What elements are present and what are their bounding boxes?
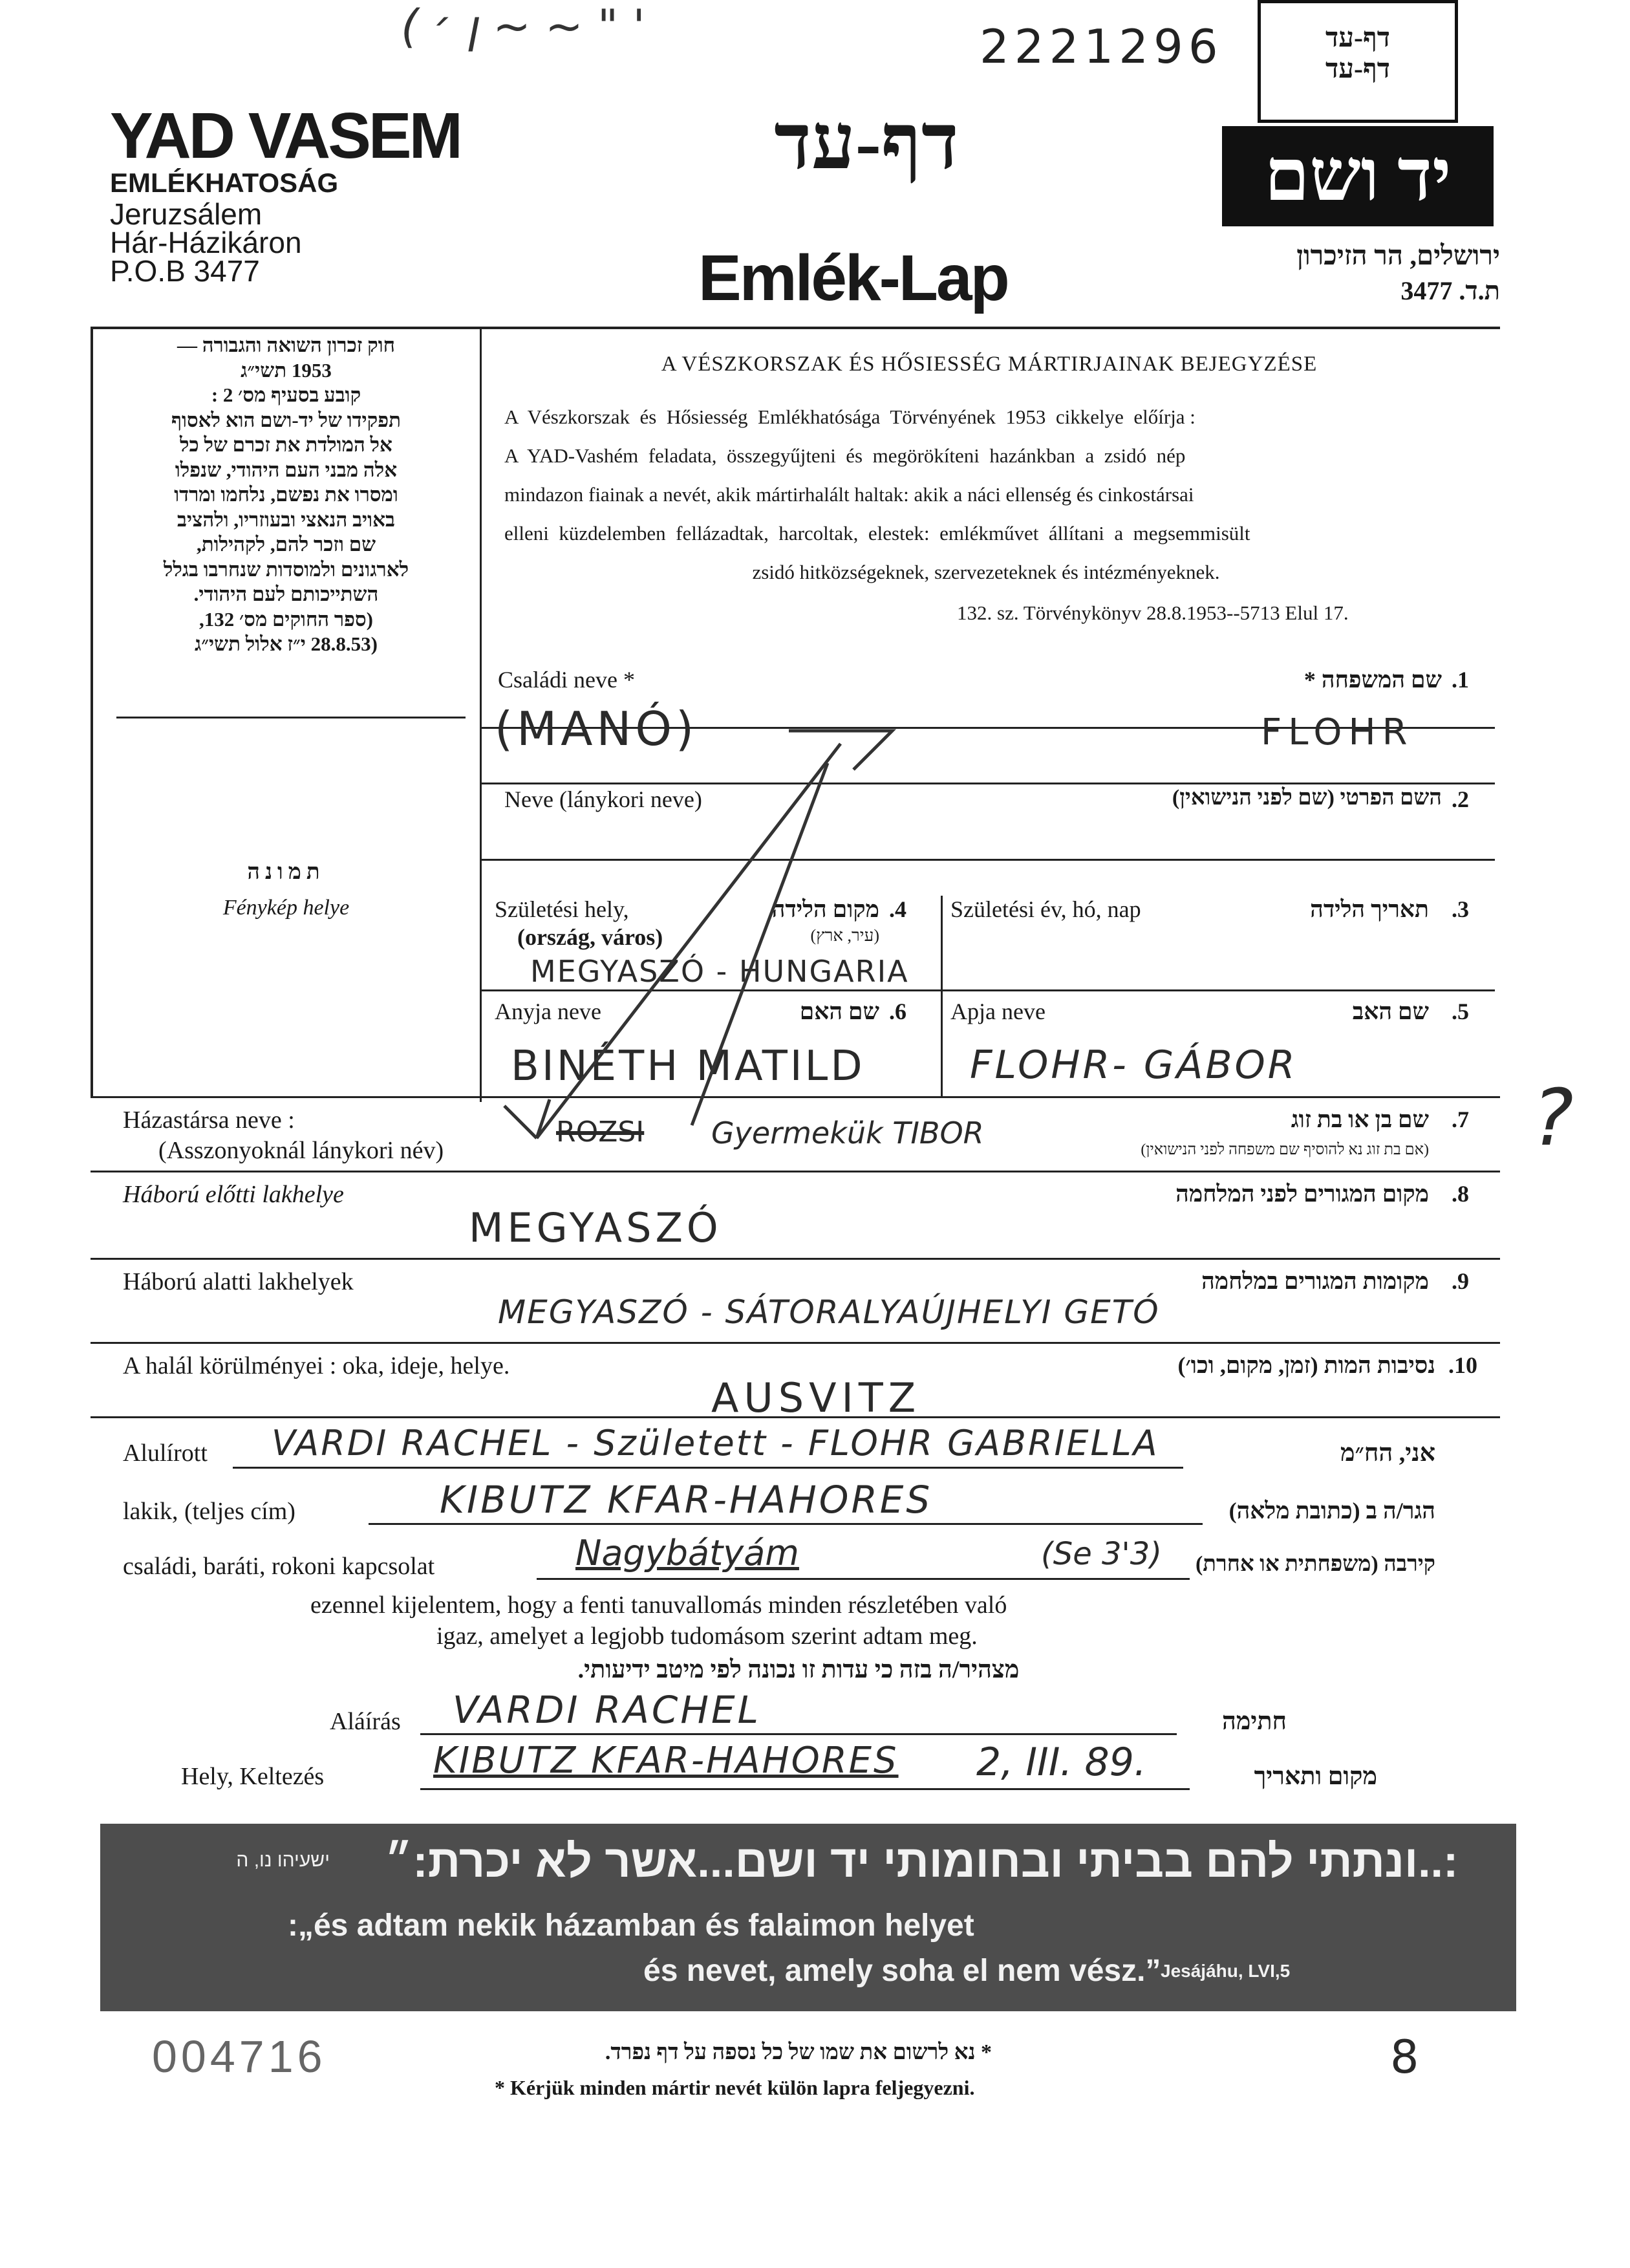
alairas-label-hebrew: חתימה [1221, 1708, 1287, 1735]
field2-number: .2 [1452, 786, 1469, 812]
kapcsolat-value[interactable]: Nagybátyám [575, 1533, 799, 1573]
banner-ref: Jesájáhu, LVI,5 [1161, 1961, 1291, 1981]
intro-line: mindazon fiainak a nevét, akik mártirhalált haltak: akik a náci ellenség és cinkostársai [504, 483, 1194, 506]
alulirott-value[interactable]: VARDI RACHEL - Született - FLOHR GABRIELLA [272, 1423, 1159, 1463]
intro-line: elleni küzdelemben fellázadtak, harcoltak, elestek: emlékművet állítani a megsemmisült [504, 522, 1250, 545]
hely-label: Hely, Keltezés [181, 1763, 325, 1790]
top-scribble: ( ן ׳ ~ ~ " ' [401, 0, 645, 53]
field5-value[interactable]: FLOHR- GÁBOR [970, 1042, 1298, 1088]
address-hebrew-1: ירושלים, הר הזיכרון [1296, 241, 1500, 271]
law-line: שם וזכר להם, לקהילות, [196, 533, 376, 556]
intro-line: zsidó hitközségeknek, szervezeteknek és intézményeknek. [752, 561, 1220, 583]
yad-vashem-logo: יד ושם [1222, 126, 1494, 226]
lakik-label: lakik, (teljes cím) [123, 1498, 295, 1525]
intro-heading: A VÉSZKORSZAK ÉS HŐSIESSÉG MÁRTIRJAINAK BEJEGYZÉSE [661, 352, 1318, 376]
photo-label-hebrew: תמונה [247, 860, 325, 884]
law-box-rule [116, 717, 466, 718]
law-line: (28.8.53 י״ז אלול תשי״ג [195, 632, 378, 655]
field7-sublabel-hebrew: (אם בת זוג נא להוסיף שם משפחה לפני הנישואין) [1141, 1141, 1429, 1158]
law-line: ומסרו את נפשם, נלחמו ומרדו [174, 483, 398, 506]
kapcsolat-label-hebrew: קירבה (משפחתית או אחרת) [1195, 1552, 1435, 1576]
field4-label-hebrew: מקום הלידה [771, 896, 879, 922]
statement-line-1: ezennel kijelentem, hogy a fenti tanuvallomás minden részletében való [310, 1592, 1007, 1619]
field7-number: .7 [1452, 1107, 1469, 1132]
top-rule [91, 327, 1500, 329]
banner-hebrew-ref: ישעיהו נו, ה [236, 1850, 330, 1871]
lakik-label-hebrew: הגר/ה ב (כתובת מלאה) [1228, 1498, 1435, 1524]
law-line: באויב הנאצי ובעוזריו, ולהציב [177, 508, 395, 531]
field8-value[interactable]: MEGYASZÓ [469, 1204, 722, 1251]
org-city: Jeruzsálem [110, 197, 263, 231]
quote-banner [100, 1824, 1516, 2011]
date-value[interactable]: 2, III. 89. [976, 1740, 1146, 1785]
field5-number: .5 [1452, 999, 1469, 1024]
kapcsolat-line [537, 1578, 1190, 1580]
field4-sublabel-hebrew: (עיר, ארץ) [810, 926, 879, 945]
field9-number: .9 [1452, 1268, 1469, 1294]
field1-value-left[interactable]: (MANÓ) [495, 702, 698, 756]
statement-hebrew: מצהיר/ה בזה כי עדות זו נכונה לפי מיטב ידיעותי. [577, 1656, 1020, 1683]
stamp-line-1: דף-עד [1325, 23, 1390, 53]
field7-label: Házastársa neve : [123, 1107, 295, 1134]
field6-number: .6 [889, 999, 906, 1024]
alairas-label: Aláírás [330, 1708, 401, 1735]
intro-line: A YAD-Vashém feladata, összegyűjteni és megörökíteni hazánkban a zsidó nép [504, 444, 1186, 467]
title-hebrew: דף-עד [774, 99, 959, 185]
stamp-line-2: דף-עד [1325, 54, 1390, 84]
title-latin: Emlék-Lap [698, 242, 1008, 314]
field1-label-hebrew: שם המשפחה * [1303, 667, 1442, 693]
intro-body [504, 398, 1468, 592]
banner-hebrew: :..ונתתי להם בביתי ובחומותי יד ושם...אשר לא יכרת:״ [384, 1836, 1459, 1886]
field10-value[interactable]: AUSVITZ [711, 1374, 921, 1421]
law-text [100, 333, 472, 657]
law-line: חוק זכרון השואה והגבורה — [177, 334, 396, 356]
hely-line [420, 1788, 1190, 1790]
field1-label: Családi neve * [498, 667, 635, 693]
field2-label: Neve (lánykori neve) [504, 786, 702, 812]
column-divider [941, 896, 943, 1096]
field4-number: .4 [889, 896, 906, 922]
alulirott-line [233, 1467, 1183, 1469]
footer-note-hebrew: * נא לרשום את שמו של כל נספה על דף נפרד. [605, 2040, 992, 2064]
statement-line-2: igaz, amelyet a legjobb tudomásom szerint adtam meg. [436, 1623, 978, 1650]
address-hebrew-2: ת.ד. 3477 [1400, 276, 1500, 305]
field1-number: .1 [1452, 667, 1469, 693]
law-line: (ספר החוקים מס׳ 132, [199, 607, 373, 631]
field8-label-hebrew: מקום המגורים לפני המלחמה [1175, 1181, 1429, 1207]
document-number: 004716 [152, 2031, 327, 2082]
field6-label: Anyja neve [495, 999, 601, 1024]
field9-label-hebrew: מקומות המגורים במלחמה [1201, 1268, 1429, 1294]
field1-value-right[interactable]: FLOHR [1261, 711, 1414, 753]
field5-label: Apja neve [950, 999, 1046, 1024]
alairas-line [420, 1733, 1177, 1735]
org-subtitle: EMLÉKHATOSÁG [110, 167, 339, 198]
banner-line-2: és nevet, amely soha el nem vész.” [643, 1954, 1161, 1988]
field7-label-hebrew: שם בן או בת זוג [1291, 1107, 1429, 1132]
handwritten-arrows [478, 718, 918, 1158]
org-name-latin: YAD VASEM [110, 100, 460, 172]
field7-value[interactable]: Gyermekük TIBOR [711, 1116, 984, 1150]
banner-line-1: :„és adtam nekik házamban és falaimon helyet [288, 1908, 974, 1943]
field10-label-hebrew: נסיבות המות (זמן, מקום, וכו׳) [1177, 1352, 1435, 1378]
law-line: 1953 תשי״ג [241, 358, 332, 382]
field10-label: A halál körülményei : oka, ideje, helye. [123, 1352, 510, 1379]
law-line: קובע בסעיף מס׳ 2 : [211, 383, 361, 406]
field6-value[interactable]: BINÉTH MATILD [511, 1042, 865, 1090]
field3-label: Születési év, hó, nap [950, 896, 1141, 922]
org-pob: P.O.B 3477 [110, 254, 260, 288]
field6-label-hebrew: שם האם [799, 999, 879, 1024]
field8-number: .8 [1452, 1181, 1469, 1207]
field7-sublabel: (Asszonyoknál lánykori név) [158, 1137, 444, 1164]
field2-label-hebrew: השם הפרטי (שם לפני הנישואין) [1172, 786, 1442, 810]
margin-question-mark: ? [1532, 1074, 1574, 1163]
law-line: אל המולדת את זכרם של כל [180, 433, 392, 456]
kapcsolat-value-2[interactable]: (Se 3'3) [1041, 1536, 1162, 1572]
left-rule [91, 327, 93, 1097]
law-line: אלה מבני העם היהודי, שנפלו [175, 458, 398, 481]
field8-label: Háború előtti lakhelye [123, 1181, 344, 1208]
law-line: תפקידו של יד-ושם הוא לאסוף [171, 408, 402, 431]
field5-label-hebrew: שם האב [1352, 999, 1429, 1024]
hely-value[interactable]: KIBUTZ KFAR-HAHORES [433, 1740, 899, 1782]
field3-label-hebrew: תאריך הלידה [1310, 896, 1429, 922]
alulirott-label: Alulírott [123, 1440, 208, 1467]
row-rule-8 [91, 1342, 1500, 1344]
field3-number: .3 [1452, 896, 1469, 922]
law-line: השתייכותם לעם היהודי. [193, 583, 379, 605]
field9-value[interactable]: MEGYASZÓ - SÁTORALYAÚJHELYI GETÓ [498, 1293, 1160, 1331]
field10-number: .10 [1448, 1352, 1477, 1378]
hely-label-hebrew: מקום ותאריך [1254, 1763, 1377, 1790]
field4-sublabel: (ország, város) [517, 924, 663, 950]
intro-citation: 132. sz. Törvénykönyv 28.8.1953--5713 Elul 17. [957, 601, 1349, 624]
alairas-value[interactable]: VARDI RACHEL [453, 1688, 761, 1732]
archive-stamp [1258, 0, 1458, 123]
law-line: לארגונים ולמוסדות שנחרבו בגלל [163, 557, 409, 581]
row-rule-7 [91, 1258, 1500, 1260]
field4-value[interactable]: MEGYASZÓ - HUNGARIA [530, 954, 909, 989]
field4-label: Születési hely, [495, 896, 629, 922]
footer-mark: 8 [1390, 2031, 1419, 2084]
lakik-value[interactable]: KIBUTZ KFAR-HAHORES [440, 1478, 933, 1522]
alulirott-label-hebrew: אני, הח״מ [1340, 1440, 1435, 1467]
field9-label: Háború alatti lakhelyek [123, 1268, 354, 1295]
row-rule-6 [91, 1171, 1500, 1172]
lakik-line [369, 1523, 1203, 1525]
footer-note: * Kérjük minden mártir nevét külön lapra feljegyezni. [495, 2076, 975, 2099]
field7-crossed-value[interactable]: ROZSI [556, 1116, 645, 1149]
intro-line: A Vészkorszak és Hősiesség Emlékhatósága Törvényének 1953 cikkelye előírja : [504, 405, 1196, 428]
kapcsolat-label: családi, baráti, rokoni kapcsolat [123, 1553, 435, 1580]
serial-number: 2221296 [980, 19, 1223, 74]
photo-label: Fénykép helye [222, 896, 350, 920]
org-district: Hár-Házikáron [110, 226, 302, 259]
